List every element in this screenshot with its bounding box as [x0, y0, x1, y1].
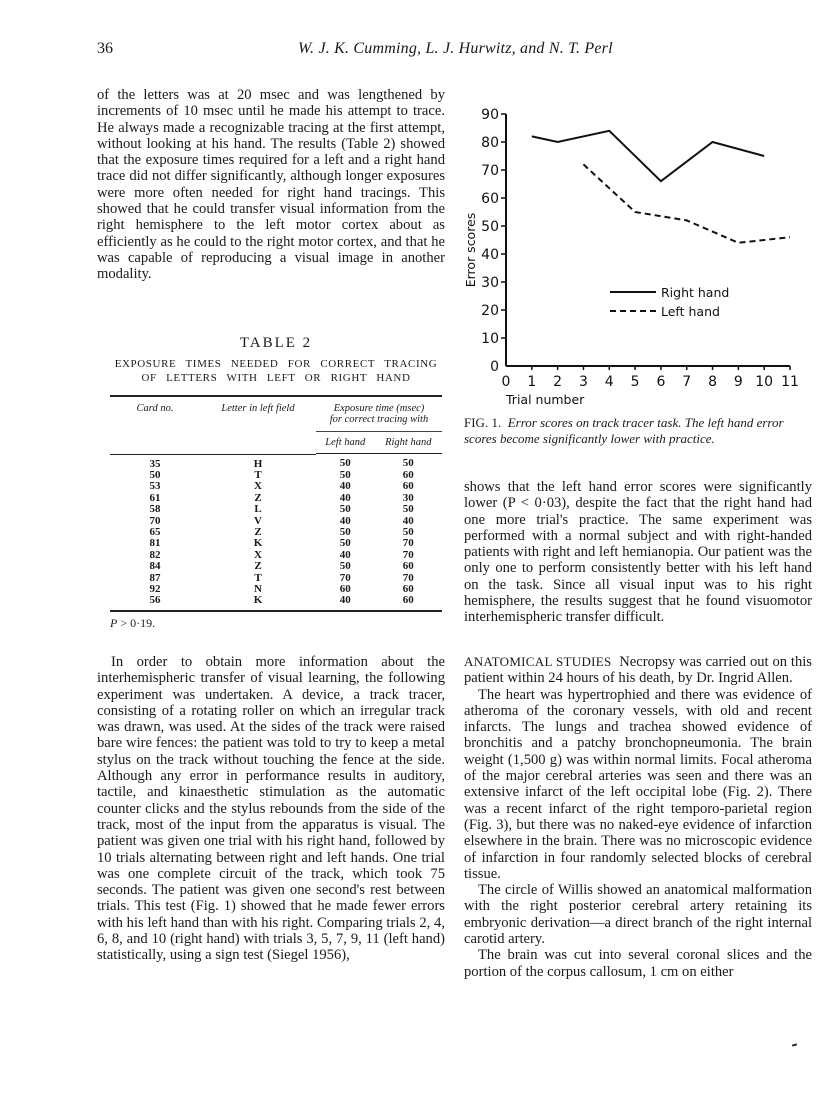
cell-letter: V: [254, 514, 262, 527]
cell-letter: X: [254, 480, 262, 493]
table-title: TABLE 2: [239, 335, 313, 351]
x-tick-label: 9: [733, 374, 743, 390]
table-row: [110, 504, 442, 515]
cell-letter: N: [254, 582, 262, 595]
cell-right-hand: 60: [402, 560, 414, 573]
cell-letter: K: [253, 594, 263, 607]
cell-left-hand: 50: [339, 503, 351, 516]
cell-card-no: 92: [149, 582, 161, 595]
cell-card-no: 70: [149, 514, 161, 527]
table-row: [110, 481, 442, 492]
cell-card-no: 56: [149, 594, 161, 607]
cell-right-hand: 60: [402, 594, 414, 607]
y-tick-label: 20: [481, 303, 499, 319]
cell-right-hand: 60: [402, 468, 414, 481]
cell-card-no: 35: [149, 457, 161, 470]
cell-right-hand: 60: [402, 480, 414, 493]
cell-card-no: 84: [149, 560, 161, 573]
cell-letter: Z: [254, 491, 262, 504]
x-tick-label: 2: [553, 374, 563, 390]
x-tick-label: 6: [656, 374, 666, 390]
right-column-bottom-text: [464, 654, 812, 980]
cell-card-no: 82: [149, 548, 161, 561]
cell-left-hand: 70: [339, 571, 351, 584]
cell-right-hand: 40: [402, 514, 414, 527]
x-tick-label: 11: [781, 374, 799, 390]
cell-right-hand: 70: [402, 537, 414, 550]
cell-left-hand: 50: [339, 560, 351, 573]
left-column-top-text: [97, 87, 445, 283]
cell-left-hand: 50: [339, 457, 351, 470]
cell-card-no: 50: [149, 468, 161, 481]
x-axis-label: Trial number: [506, 392, 585, 407]
cell-card-no: 61: [149, 491, 161, 504]
print-speck: [792, 1043, 797, 1046]
left-hand-series-line: [583, 164, 790, 242]
y-tick-label: 50: [481, 219, 499, 235]
paragraph: The heart was hypertrophied and there was evidence of atheroma of the coronary vessels, with old and recent infarcts. The lungs and trachea showed evidence of bronchitis and a patchy bronchopneumonia. The brain weight (1,500 g) was within normal limits. Focal atheroma of the major cerebral arteries was seen and there was an extensive infarct of the left occipital lobe (Fig. 2). There was a recent infarct of the right temporo-parietal region (Fig. 3), but there was no naked-eye evidence of infarction elsewhere in the brain. There was no microscopic evidence of infarction in four randomly selected blocks of cerebral tissue.: [464, 686, 812, 882]
paragraph: The circle of Willis showed an anatomical malformation with the right posterior cerebral artery retaining its embryonic derivation—a direct branch of the right internal carotid artery.: [464, 882, 812, 948]
y-tick-label: 0: [490, 359, 499, 375]
right-hand-series-line: [532, 131, 764, 181]
cell-card-no: 53: [149, 480, 161, 493]
cell-right-hand: 70: [402, 571, 414, 584]
cell-letter: Z: [254, 525, 262, 538]
cell-left-hand: 40: [339, 548, 351, 561]
cell-right-hand: 50: [402, 457, 414, 470]
legend-label-right-hand: Right hand: [661, 285, 730, 300]
table-row: [110, 561, 442, 572]
cell-right-hand: 70: [402, 548, 414, 561]
y-tick-label: 90: [481, 107, 499, 123]
col-header-card-no: Card no.: [110, 396, 200, 454]
y-tick-label: 60: [481, 191, 499, 207]
cell-right-hand: 60: [402, 582, 414, 595]
x-tick-label: 0: [501, 374, 511, 390]
section-heading: ANATOMICAL STUDIES: [464, 654, 612, 669]
table-body: [110, 454, 442, 611]
y-axis-label: Error scores: [463, 212, 478, 288]
cell-left-hand: 40: [339, 480, 351, 493]
y-tick-label: 30: [481, 275, 499, 291]
figure-caption-text: Error scores on track tracer task. The left hand error scores become significantly lower with practice.: [464, 415, 784, 446]
paragraph: of the letters was at 20 msec and was lengthened by increments of 10 msec until he made his attempt to trace. He always made a recognizable tracing at the first attempt, without looking at his hand. The results (Table 2) showed that the exposure times required for a left and a right hand trace did not differ significantly, although longer exposures were more often needed for right hand tracings. This showed that he could transfer visual information from the right hemisphere to the left motor cortex about as efficiently as he could to the right motor cortex, and that he was capable of reproducing a visual image in another modality.: [97, 87, 445, 283]
cell-letter: X: [254, 548, 262, 561]
table-row: [110, 454, 442, 470]
cell-left-hand: 60: [339, 582, 351, 595]
cell-letter: L: [254, 503, 262, 516]
x-tick-label: 7: [682, 374, 692, 390]
table-2: [110, 335, 442, 612]
right-column-top-text: [464, 479, 812, 626]
cell-right-hand: 30: [402, 491, 414, 504]
page-number: 36: [97, 40, 113, 57]
cell-letter: H: [253, 457, 263, 470]
cell-left-hand: 40: [339, 514, 351, 527]
x-tick-label: 3: [578, 374, 588, 390]
x-tick-label: 5: [630, 374, 640, 390]
cell-right-hand: 50: [402, 525, 414, 538]
cell-left-hand: 50: [339, 537, 351, 550]
cell-card-no: 65: [149, 525, 161, 538]
p-symbol: P: [110, 616, 118, 630]
y-tick-label: 70: [481, 163, 499, 179]
x-tick-label: 1: [527, 374, 537, 390]
exposure-times-table: [110, 395, 442, 612]
table-row: [110, 595, 442, 610]
author-line: W. J. K. Cumming, L. J. Hurwitz, and N. T. Perl: [298, 40, 613, 57]
cell-card-no: 58: [149, 503, 161, 516]
cell-letter: T: [254, 571, 262, 584]
col-header-letter: Letter in left field: [200, 396, 316, 454]
cell-left-hand: 40: [339, 491, 351, 504]
col-header-right-hand: Right hand: [375, 432, 442, 454]
cell-left-hand: 40: [339, 594, 351, 607]
col-header-left-hand: Left hand: [316, 432, 375, 454]
y-tick-label: 40: [481, 247, 499, 263]
cell-right-hand: 50: [402, 503, 414, 516]
legend-label-left-hand: Left hand: [661, 304, 720, 319]
x-tick-label: 8: [708, 374, 718, 390]
cell-letter: Z: [254, 560, 262, 573]
cell-left-hand: 50: [339, 468, 351, 481]
paragraph: shows that the left hand error scores were significantly lower (P < 0·03), despite the fact that the right hand had one more trial's practice. The same experiment was performed with a normal subject and with right-handed patients with right and left hemianopia. Our patient was the only one to perform consistently better with his left hand on the task. Since all visual input was to his right hemisphere, the results suggest that he found visuomotor interhemispheric transfer difficult.: [464, 479, 812, 626]
section-intro-paragraph: [464, 654, 812, 687]
p-value: > 0·19.: [117, 616, 156, 630]
paragraph: In order to obtain more information about the interhemispheric transfer of visual learning, the following experiment was undertaken. A device, a track tracer, consisting of a rotating roller on which an irregular track was drawn, was used. At the sides of the track were raised bare wire fences: the patient was told to try to keep a metal stylus on the track without touching the fence at the side. Although any error in performance results in auditory, tactile, and kinaesthetic stimulation as the automatic counter clicks and the stylus rebounds from the side of the track, most of the input from the apparatus is visual. The patient was given one trial with his right hand, followed by 10 trials alternating between right and left hands. One trial was one complete circuit of the track, which took 75 seconds. The patient was given one second's rest between trials. This test (Fig. 1) showed that he made fewer errors with his left hand than with his right. Comparing trials 2, 4, 6, 8, and 10 (right hand) with trials 3, 5, 7, 9, 11 (left hand) statistically, using a sign test (Siegel 1956),: [97, 654, 445, 964]
section-intro-text: Necropsy was carried out on this patient within 24 hours of his death, by Dr. Ingrid Allen.: [464, 654, 812, 687]
table-footnote: [110, 616, 155, 631]
cell-letter: K: [253, 537, 263, 550]
y-tick-label: 80: [481, 135, 499, 151]
col-header-exposure-group: Exposure time (msec) for correct tracing with: [316, 396, 442, 432]
x-tick-label: 4: [604, 374, 614, 390]
cell-card-no: 81: [149, 537, 161, 550]
line-chart: [455, 90, 815, 410]
y-tick-label: 10: [481, 331, 499, 347]
figure-label: FIG. 1.: [464, 415, 502, 430]
cell-letter: T: [254, 468, 262, 481]
paragraph: The brain was cut into several coronal slices and the portion of the corpus callosum, 1 cm on either: [464, 947, 812, 980]
figure-1-chart: [455, 90, 815, 410]
figure-caption: [464, 415, 812, 446]
running-head: [0, 40, 816, 64]
x-tick-label: 10: [755, 374, 774, 390]
cell-left-hand: 50: [339, 525, 351, 538]
cell-card-no: 87: [149, 571, 161, 584]
table-caption: EXPOSURE TIMES NEEDED FOR CORRECT TRACING OF LETTERS WITH LEFT OR RIGHT HAND: [114, 358, 438, 384]
left-column-bottom-text: [97, 654, 445, 964]
